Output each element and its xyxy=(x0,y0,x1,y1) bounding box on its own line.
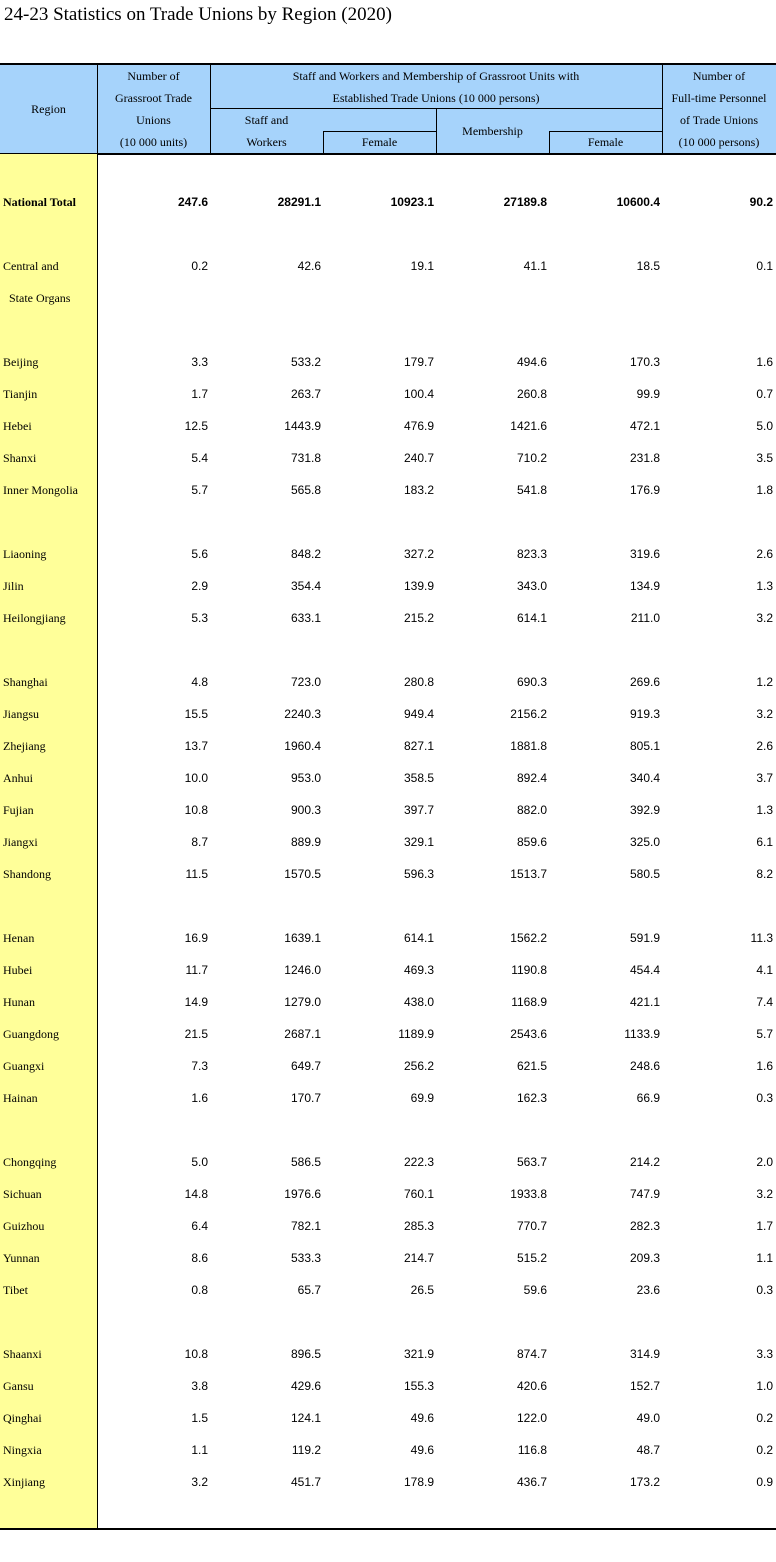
table-row xyxy=(0,1466,776,1498)
cell-value: 314.9 xyxy=(629,1347,660,1361)
header-region: Region xyxy=(31,102,66,116)
cell-value: 782.1 xyxy=(290,1219,321,1233)
header-fulltime-2: Full-time Personnel xyxy=(671,91,767,105)
region-name: Ningxia xyxy=(3,1443,42,1457)
header-staff-group-1: Staff and Workers and Membership of Grassroot Units with xyxy=(292,69,580,83)
region-name: Hainan xyxy=(3,1091,38,1105)
cell-value: 614.1 xyxy=(516,611,547,625)
cell-value: 49.6 xyxy=(410,1443,434,1457)
cell-value: 451.7 xyxy=(290,1475,321,1489)
table-row xyxy=(0,474,776,506)
cell-value: 591.9 xyxy=(629,931,660,945)
cell-value: 14.9 xyxy=(184,995,208,1009)
cell-value: 515.2 xyxy=(516,1251,547,1265)
header-fulltime-1: Number of xyxy=(692,69,746,83)
cell-value: 2156.2 xyxy=(510,707,547,721)
cell-value: 170.3 xyxy=(629,355,660,369)
region-name: Liaoning xyxy=(3,547,47,561)
table-row xyxy=(0,730,776,762)
cell-value: 438.0 xyxy=(403,995,434,1009)
table-row xyxy=(0,826,776,858)
cell-value: 429.6 xyxy=(290,1379,321,1393)
cell-value: 247.6 xyxy=(177,195,208,209)
cell-value: 222.3 xyxy=(403,1155,434,1169)
cell-value: 953.0 xyxy=(290,771,321,785)
cell-value: 124.1 xyxy=(290,1411,321,1425)
region-name: Hunan xyxy=(3,995,35,1009)
cell-value: 327.2 xyxy=(403,547,434,561)
cell-value: 421.1 xyxy=(629,995,660,1009)
header-fulltime-4: (10 000 persons) xyxy=(678,135,760,149)
table-row xyxy=(0,922,776,954)
region-name-line2: State Organs xyxy=(9,291,71,305)
cell-value: 49.6 xyxy=(410,1411,434,1425)
cell-value: 8.2 xyxy=(756,867,773,881)
cell-value: 285.3 xyxy=(403,1219,434,1233)
cell-value: 760.1 xyxy=(403,1187,434,1201)
cell-value: 1976.6 xyxy=(284,1187,321,1201)
cell-value: 12.5 xyxy=(184,419,208,433)
cell-value: 586.5 xyxy=(290,1155,321,1169)
cell-value: 392.9 xyxy=(629,803,660,817)
cell-value: 633.1 xyxy=(290,611,321,625)
header-divider xyxy=(549,131,550,154)
table-row xyxy=(0,794,776,826)
cell-value: 343.0 xyxy=(516,579,547,593)
cell-value: 3.2 xyxy=(756,1187,773,1201)
cell-value: 100.4 xyxy=(403,387,434,401)
cell-value: 176.9 xyxy=(629,483,660,497)
cell-value: 139.9 xyxy=(403,579,434,593)
cell-value: 0.7 xyxy=(756,387,773,401)
cell-value: 563.7 xyxy=(516,1155,547,1169)
cell-value: 2.6 xyxy=(756,547,773,561)
table-header xyxy=(0,64,776,154)
region-name: Guangdong xyxy=(3,1027,59,1041)
cell-value: 1.6 xyxy=(756,1059,773,1073)
header-membership: Membership xyxy=(462,124,523,138)
header-staff-1: Staff and xyxy=(244,113,289,127)
cell-value: 3.3 xyxy=(756,1347,773,1361)
cell-value: 4.8 xyxy=(191,675,208,689)
cell-value: 1133.9 xyxy=(624,1027,660,1041)
header-membership-female: Female xyxy=(587,135,624,149)
cell-value: 614.1 xyxy=(403,931,434,945)
region-name: Jilin xyxy=(3,579,24,593)
cell-value: 1168.9 xyxy=(511,995,547,1009)
cell-value: 5.0 xyxy=(756,419,773,433)
cell-value: 5.0 xyxy=(191,1155,208,1169)
cell-value: 533.3 xyxy=(290,1251,321,1265)
cell-value: 66.9 xyxy=(636,1091,660,1105)
cell-value: 1.5 xyxy=(191,1411,208,1425)
region-name: Jiangxi xyxy=(3,835,38,849)
cell-value: 5.4 xyxy=(191,451,208,465)
cell-value: 541.8 xyxy=(516,483,547,497)
header-col-unions-2: Grassroot Trade xyxy=(115,91,192,105)
cell-value: 49.0 xyxy=(636,1411,660,1425)
cell-value: 454.4 xyxy=(629,963,660,977)
region-name: Guizhou xyxy=(3,1219,45,1233)
cell-value: 4.1 xyxy=(756,963,773,977)
cell-value: 1639.1 xyxy=(284,931,321,945)
cell-value: 723.0 xyxy=(290,675,321,689)
cell-value: 15.5 xyxy=(184,707,208,721)
header-divider xyxy=(210,64,211,154)
cell-value: 5.3 xyxy=(191,611,208,625)
cell-value: 621.5 xyxy=(516,1059,547,1073)
region-name: Shanghai xyxy=(3,675,48,689)
table-row xyxy=(0,954,776,986)
header-col-unions-3: Unions xyxy=(136,113,171,127)
cell-value: 260.8 xyxy=(516,387,547,401)
cell-value: 240.7 xyxy=(403,451,434,465)
table-row xyxy=(0,442,776,474)
header-fulltime-3: of Trade Unions xyxy=(679,113,758,127)
cell-value: 3.3 xyxy=(191,355,208,369)
cell-value: 0.1 xyxy=(756,259,773,273)
cell-value: 1443.9 xyxy=(284,419,321,433)
cell-value: 649.7 xyxy=(290,1059,321,1073)
cell-value: 1.2 xyxy=(756,675,773,689)
cell-value: 11.7 xyxy=(185,963,208,977)
table-row xyxy=(0,1018,776,1050)
cell-value: 1.1 xyxy=(756,1251,773,1265)
cell-value: 533.2 xyxy=(290,355,321,369)
cell-value: 3.2 xyxy=(756,707,773,721)
cell-value: 282.3 xyxy=(629,1219,660,1233)
cell-value: 710.2 xyxy=(516,451,547,465)
cell-value: 420.6 xyxy=(516,1379,547,1393)
cell-value: 2240.3 xyxy=(284,707,321,721)
cell-value: 211.0 xyxy=(630,611,660,625)
cell-value: 10923.1 xyxy=(390,195,434,209)
region-name: Sichuan xyxy=(3,1187,42,1201)
cell-value: 2.6 xyxy=(756,739,773,753)
cell-value: 90.2 xyxy=(749,195,773,209)
cell-value: 874.7 xyxy=(516,1347,547,1361)
cell-value: 1246.0 xyxy=(284,963,321,977)
region-name: Zhejiang xyxy=(3,739,46,753)
cell-value: 919.3 xyxy=(629,707,660,721)
region-name: Guangxi xyxy=(3,1059,45,1073)
region-name: Gansu xyxy=(3,1379,34,1393)
cell-value: 1.3 xyxy=(756,803,773,817)
cell-value: 2687.1 xyxy=(284,1027,321,1041)
region-name: Qinghai xyxy=(3,1411,42,1425)
cell-value: 1421.6 xyxy=(510,419,547,433)
cell-value: 900.3 xyxy=(290,803,321,817)
table-row xyxy=(0,666,776,698)
table-bottom-rule xyxy=(0,1528,776,1530)
table-row xyxy=(0,570,776,602)
cell-value: 0.8 xyxy=(191,1283,208,1297)
cell-value: 1513.7 xyxy=(510,867,547,881)
cell-value: 183.2 xyxy=(403,483,434,497)
region-name: Tianjin xyxy=(3,387,38,401)
table-row xyxy=(0,1370,776,1402)
cell-value: 358.5 xyxy=(403,771,434,785)
cell-value: 1.6 xyxy=(756,355,773,369)
cell-value: 5.7 xyxy=(191,483,208,497)
region-name: Fujian xyxy=(3,803,34,817)
cell-value: 5.7 xyxy=(756,1027,773,1041)
cell-value: 1190.8 xyxy=(511,963,547,977)
cell-value: 2.0 xyxy=(756,1155,773,1169)
header-top-rule xyxy=(0,63,776,65)
table-row xyxy=(0,378,776,410)
cell-value: 23.6 xyxy=(636,1283,660,1297)
cell-value: 319.6 xyxy=(629,547,660,561)
cell-value: 770.7 xyxy=(516,1219,547,1233)
header-staff-group-2: Established Trade Unions (10 000 persons) xyxy=(332,91,540,105)
cell-value: 690.3 xyxy=(516,675,547,689)
cell-value: 325.0 xyxy=(629,835,660,849)
cell-value: 10.8 xyxy=(184,803,208,817)
table-row xyxy=(0,186,776,218)
cell-value: 805.1 xyxy=(629,739,660,753)
cell-value: 10.8 xyxy=(184,1347,208,1361)
cell-value: 116.8 xyxy=(517,1443,547,1457)
table-row xyxy=(0,346,776,378)
cell-value: 2543.6 xyxy=(510,1027,547,1041)
cell-value: 59.6 xyxy=(523,1283,547,1297)
cell-value: 596.3 xyxy=(403,867,434,881)
cell-value: 215.2 xyxy=(403,611,434,625)
table-row xyxy=(0,1402,776,1434)
region-name: Jiangsu xyxy=(3,707,39,721)
cell-value: 280.8 xyxy=(403,675,434,689)
cell-value: 256.2 xyxy=(403,1059,434,1073)
cell-value: 892.4 xyxy=(516,771,547,785)
header-divider xyxy=(662,64,663,154)
cell-value: 476.9 xyxy=(403,419,434,433)
cell-value: 882.0 xyxy=(516,803,547,817)
region-name: Tibet xyxy=(3,1283,28,1297)
cell-value: 10.0 xyxy=(184,771,208,785)
cell-value: 28291.1 xyxy=(277,195,321,209)
cell-value: 214.2 xyxy=(629,1155,660,1169)
cell-value: 1.3 xyxy=(756,579,773,593)
cell-value: 209.3 xyxy=(629,1251,660,1265)
cell-value: 1933.8 xyxy=(510,1187,547,1201)
table-row xyxy=(0,1338,776,1370)
table-row xyxy=(0,538,776,570)
cell-value: 472.1 xyxy=(629,419,660,433)
cell-value: 3.2 xyxy=(756,611,773,625)
table-row xyxy=(0,410,776,442)
table-row xyxy=(0,762,776,794)
header-divider xyxy=(436,108,437,154)
region-name: Beijing xyxy=(3,355,39,369)
region-name: Central and xyxy=(3,259,59,273)
cell-value: 1570.5 xyxy=(284,867,321,881)
cell-value: 11.5 xyxy=(185,867,208,881)
cell-value: 119.2 xyxy=(291,1443,321,1457)
cell-value: 469.3 xyxy=(403,963,434,977)
cell-value: 1881.8 xyxy=(510,739,547,753)
region-name: Inner Mongolia xyxy=(3,483,78,497)
cell-value: 231.8 xyxy=(629,451,660,465)
region-name: Anhui xyxy=(3,771,33,785)
table-row xyxy=(0,250,776,305)
page-title: 24-23 Statistics on Trade Unions by Region (2020) xyxy=(4,4,392,25)
cell-value: 340.4 xyxy=(629,771,660,785)
cell-value: 6.1 xyxy=(756,835,773,849)
cell-value: 1189.9 xyxy=(398,1027,434,1041)
header-bottom-rule xyxy=(0,153,776,155)
region-name: Heilongjiang xyxy=(3,611,66,625)
cell-value: 1.7 xyxy=(756,1219,773,1233)
cell-value: 11.3 xyxy=(750,931,773,945)
cell-value: 42.6 xyxy=(297,259,321,273)
region-name: Yunnan xyxy=(3,1251,40,1265)
cell-value: 1.7 xyxy=(191,387,208,401)
cell-value: 859.6 xyxy=(516,835,547,849)
cell-value: 19.1 xyxy=(410,259,434,273)
header-divider xyxy=(97,64,98,154)
cell-value: 21.5 xyxy=(184,1027,208,1041)
cell-value: 178.9 xyxy=(403,1475,434,1489)
cell-value: 1.8 xyxy=(756,483,773,497)
table-row xyxy=(0,1050,776,1082)
cell-value: 436.7 xyxy=(516,1475,547,1489)
cell-value: 41.1 xyxy=(523,259,547,273)
table-row xyxy=(0,1434,776,1466)
cell-value: 1279.0 xyxy=(284,995,321,1009)
table-row xyxy=(0,698,776,730)
cell-value: 3.2 xyxy=(191,1475,208,1489)
table-row xyxy=(0,602,776,634)
cell-value: 8.7 xyxy=(191,835,208,849)
region-name: Chongqing xyxy=(3,1155,57,1169)
cell-value: 0.2 xyxy=(756,1411,773,1425)
region-name: National Total xyxy=(3,195,77,209)
region-name: Shaanxi xyxy=(3,1347,42,1361)
cell-value: 1960.4 xyxy=(284,739,321,753)
header-sub-rule-2 xyxy=(549,131,662,132)
cell-value: 3.5 xyxy=(756,451,773,465)
cell-value: 10600.4 xyxy=(616,195,660,209)
cell-value: 0.2 xyxy=(191,259,208,273)
header-staff-female: Female xyxy=(361,135,398,149)
cell-value: 65.7 xyxy=(297,1283,321,1297)
cell-value: 7.4 xyxy=(756,995,773,1009)
table-row xyxy=(0,858,776,890)
cell-value: 6.4 xyxy=(191,1219,208,1233)
cell-value: 134.9 xyxy=(629,579,660,593)
cell-value: 269.6 xyxy=(629,675,660,689)
cell-value: 949.4 xyxy=(403,707,434,721)
header-col-unions-1: Number of xyxy=(127,69,180,83)
cell-value: 48.7 xyxy=(636,1443,660,1457)
cell-value: 263.7 xyxy=(290,387,321,401)
cell-value: 152.7 xyxy=(629,1379,660,1393)
cell-value: 122.0 xyxy=(516,1411,547,1425)
cell-value: 179.7 xyxy=(403,355,434,369)
cell-value: 889.9 xyxy=(290,835,321,849)
cell-value: 494.6 xyxy=(516,355,547,369)
cell-value: 173.2 xyxy=(629,1475,660,1489)
cell-value: 321.9 xyxy=(403,1347,434,1361)
cell-value: 69.9 xyxy=(410,1091,434,1105)
cell-value: 16.9 xyxy=(184,931,208,945)
cell-value: 0.3 xyxy=(756,1091,773,1105)
region-name: Xinjiang xyxy=(3,1475,45,1489)
cell-value: 170.7 xyxy=(290,1091,321,1105)
cell-value: 731.8 xyxy=(290,451,321,465)
cell-value: 1.6 xyxy=(191,1091,208,1105)
cell-value: 155.3 xyxy=(403,1379,434,1393)
header-sub-rule xyxy=(323,131,436,132)
cell-value: 3.7 xyxy=(756,771,773,785)
cell-value: 1562.2 xyxy=(510,931,547,945)
cell-value: 214.7 xyxy=(403,1251,434,1265)
cell-value: 248.6 xyxy=(629,1059,660,1073)
cell-value: 0.9 xyxy=(756,1475,773,1489)
cell-value: 1.1 xyxy=(191,1443,208,1457)
table-row xyxy=(0,1082,776,1114)
cell-value: 99.9 xyxy=(636,387,660,401)
table-row xyxy=(0,1210,776,1242)
header-staff-2: Workers xyxy=(246,135,287,149)
cell-value: 8.6 xyxy=(191,1251,208,1265)
cell-value: 565.8 xyxy=(290,483,321,497)
cell-value: 747.9 xyxy=(629,1187,660,1201)
cell-value: 162.3 xyxy=(516,1091,547,1105)
cell-value: 13.7 xyxy=(184,739,208,753)
cell-value: 580.5 xyxy=(629,867,660,881)
cell-value: 823.3 xyxy=(516,547,547,561)
region-name: Hubei xyxy=(3,963,33,977)
region-name: Shandong xyxy=(3,867,51,881)
cell-value: 848.2 xyxy=(290,547,321,561)
header-divider xyxy=(323,131,324,154)
region-name: Hebei xyxy=(3,419,32,433)
header-col-unions-4: (10 000 units) xyxy=(119,135,188,149)
cell-value: 896.5 xyxy=(290,1347,321,1361)
cell-value: 0.2 xyxy=(756,1443,773,1457)
cell-value: 827.1 xyxy=(403,739,434,753)
cell-value: 354.4 xyxy=(290,579,321,593)
cell-value: 14.8 xyxy=(184,1187,208,1201)
cell-value: 18.5 xyxy=(636,259,660,273)
cell-value: 7.3 xyxy=(191,1059,208,1073)
cell-value: 3.8 xyxy=(191,1379,208,1393)
cell-value: 26.5 xyxy=(410,1283,434,1297)
table-row xyxy=(0,1178,776,1210)
cell-value: 329.1 xyxy=(403,835,434,849)
cell-value: 5.6 xyxy=(191,547,208,561)
table-row xyxy=(0,1146,776,1178)
table-row xyxy=(0,1242,776,1274)
cell-value: 27189.8 xyxy=(503,195,547,209)
cell-value: 1.0 xyxy=(756,1379,773,1393)
cell-value: 2.9 xyxy=(191,579,208,593)
region-name: Henan xyxy=(3,931,35,945)
table-row xyxy=(0,986,776,1018)
table-row xyxy=(0,1274,776,1306)
cell-value: 397.7 xyxy=(403,803,434,817)
cell-value: 0.3 xyxy=(756,1283,773,1297)
region-name: Shanxi xyxy=(3,451,37,465)
